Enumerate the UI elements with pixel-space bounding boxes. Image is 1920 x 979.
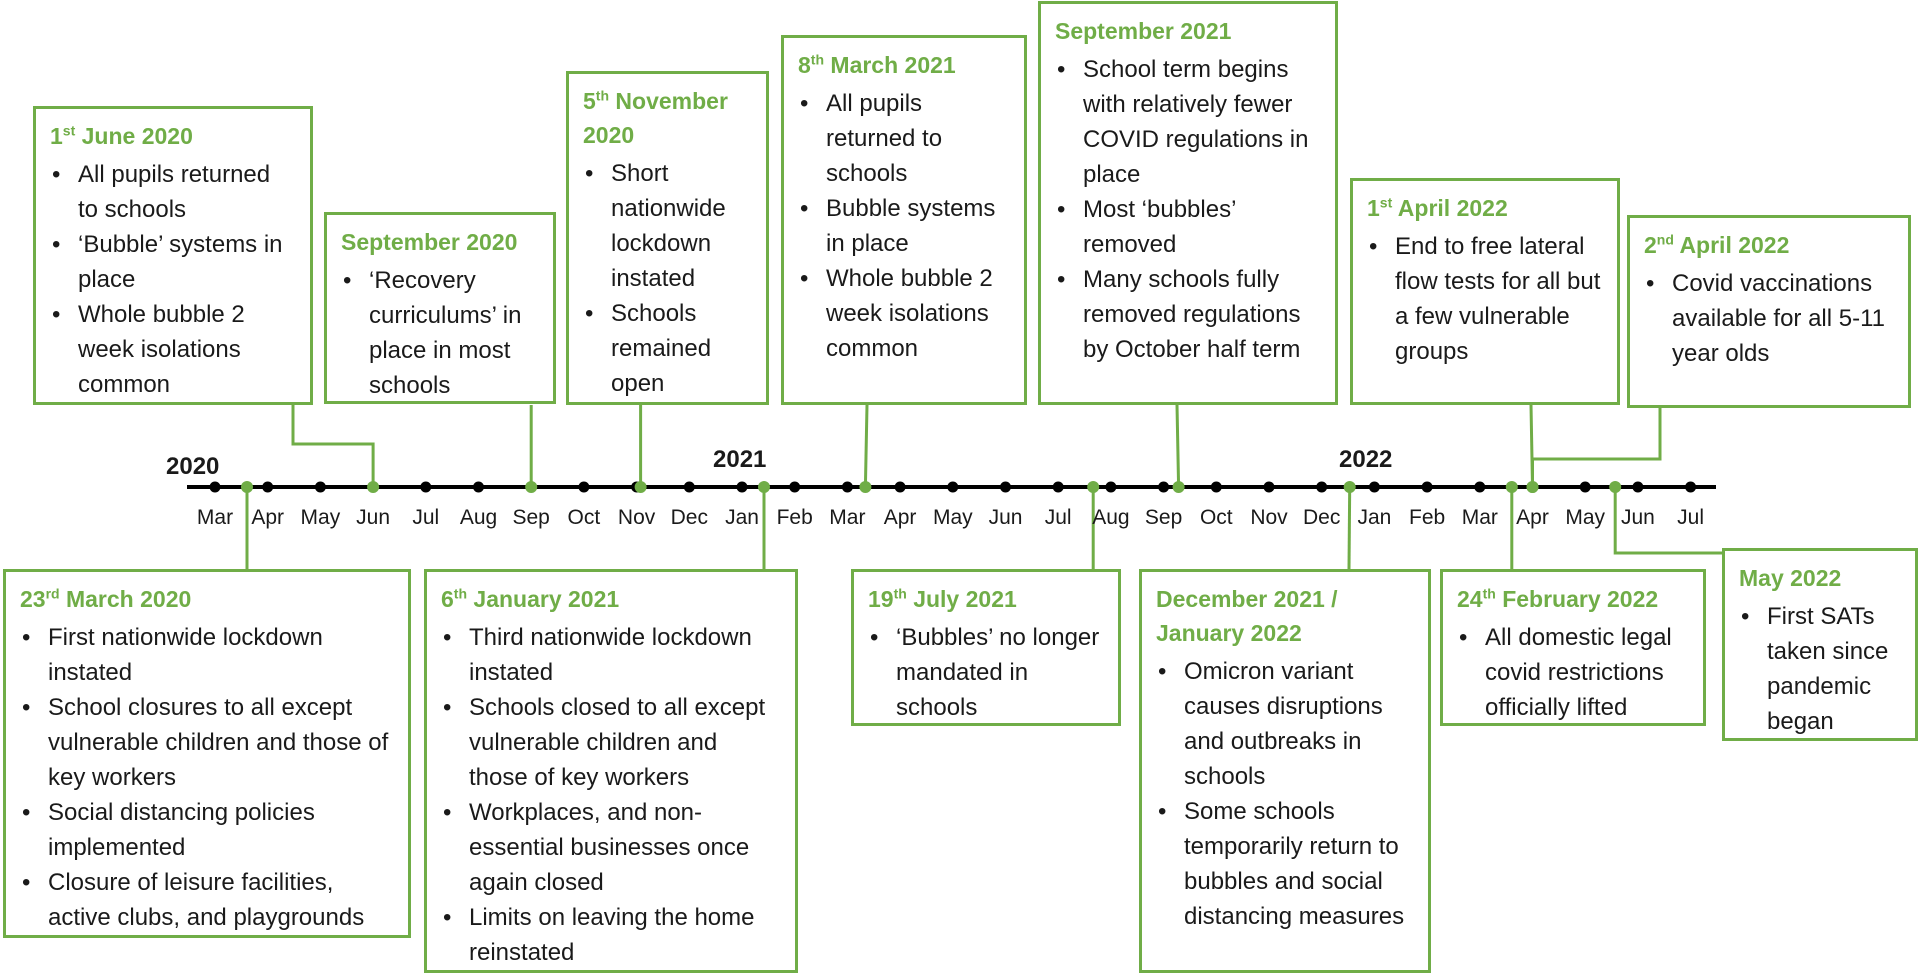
month-dot (1632, 482, 1643, 493)
month-dot (842, 482, 853, 493)
month-label: Apr (883, 506, 917, 529)
month-label: Mar (1461, 506, 1498, 529)
event-date: 24th February 2022 (1457, 585, 1659, 612)
month-label: May (300, 506, 341, 529)
event-date: September 2020 (341, 229, 518, 255)
month-label: Aug (1092, 506, 1130, 529)
month-label: Mar (829, 506, 866, 529)
month-dot (1474, 482, 1485, 493)
event-date: May 2022 (1739, 565, 1842, 591)
month-dot (789, 482, 800, 493)
month-label: Apr (1516, 506, 1549, 529)
event-box-december-2021-january-2022 (1139, 569, 1431, 973)
month-dot (262, 482, 273, 493)
event-dot (1609, 481, 1621, 493)
event-box-6-january-2021 (424, 569, 798, 973)
month-label: Oct (1199, 506, 1233, 529)
event-connector (293, 405, 373, 487)
event-box-5-november-2020 (566, 71, 769, 405)
event-box-1-june-2020 (33, 106, 313, 405)
event-box-24-february-2022 (1440, 569, 1706, 726)
event-connector (1177, 405, 1179, 487)
month-label: Jun (988, 506, 1023, 529)
event-box-1-april-2022 (1350, 178, 1620, 405)
month-label: Jan (725, 506, 759, 529)
event-connector (1349, 487, 1350, 569)
event-dot (1087, 481, 1099, 493)
month-dot (1316, 482, 1327, 493)
month-dot (1369, 482, 1380, 493)
event-bullet: • Whole bubble 2 week isolations common (78, 297, 296, 402)
event-date: September 2021 (1055, 18, 1232, 44)
event-date: 23rd March 2020 (20, 585, 192, 612)
month-dot (473, 482, 484, 493)
event-bullet: • Workplaces, and non-essential businesses once again closed (469, 795, 781, 900)
year-label-2021: 2021 (713, 446, 767, 473)
event-box-2-april-2022 (1627, 215, 1911, 408)
month-label: Apr (251, 506, 285, 529)
month-dot (420, 482, 431, 493)
event-bullet: • Bubble systems in place (826, 191, 1010, 261)
month-label: Nov (1250, 506, 1288, 529)
month-label: Jul (412, 506, 440, 529)
event-date: 1st April 2022 (1367, 194, 1508, 221)
event-dot (1344, 481, 1356, 493)
month-label: Dec (1303, 506, 1341, 529)
event-bullet: • First SATs taken since pandemic began (1767, 599, 1901, 739)
event-dot (758, 481, 770, 493)
event-dot (1173, 481, 1185, 493)
event-bullet: • Some schools temporarily return to bubbles and social distancing measures (1184, 794, 1414, 934)
event-bullet: • Social distancing policies implemented (48, 795, 394, 865)
month-label: Oct (567, 506, 601, 529)
event-bullet: • Covid vaccinations available for all 5-11 year olds (1672, 266, 1894, 371)
event-bullet: • End to free lateral flow tests for all but a few vulnerable groups (1395, 229, 1603, 369)
month-dot (1685, 482, 1696, 493)
event-bullet: • All domestic legal covid restrictions officially lifted (1485, 620, 1689, 725)
event-date: 19th July 2021 (868, 585, 1017, 612)
month-label: Jan (1357, 506, 1392, 529)
event-dot (367, 481, 379, 493)
month-label: Nov (617, 506, 656, 529)
event-date: 5th November 2020 (583, 87, 728, 148)
event-bullet: • ‘Bubbles’ no longer mandated in schools (896, 620, 1104, 725)
event-date: 6th January 2021 (441, 585, 620, 612)
event-bullet: • Schools closed to all except vulnerable children and those of key workers (469, 690, 781, 795)
month-dot (1580, 482, 1591, 493)
event-dot (1527, 481, 1539, 493)
event-dot (1506, 481, 1518, 493)
month-label: Sep (512, 506, 550, 529)
month-label: Feb (776, 506, 813, 529)
month-label: Mar (196, 506, 234, 529)
year-label-2022: 2022 (1339, 446, 1393, 473)
month-dot (684, 482, 695, 493)
month-dot (1000, 482, 1011, 493)
event-date: December 2021 / January 2022 (1156, 586, 1338, 646)
event-bullet: • Third nationwide lockdown instated (469, 620, 781, 690)
month-label: May (932, 506, 973, 529)
event-dot (635, 481, 647, 493)
month-dot (1053, 482, 1064, 493)
event-bullet: • First nationwide lockdown instated (48, 620, 394, 690)
month-dot (947, 482, 958, 493)
month-dot (315, 482, 326, 493)
event-bullet: • Most ‘bubbles’ removed (1083, 192, 1321, 262)
event-bullet: • Limits on leaving the home reinstated (469, 900, 781, 970)
month-label: Feb (1409, 506, 1446, 529)
month-dot (210, 482, 221, 493)
event-bullet: • All pupils returned to schools (78, 157, 296, 227)
month-label: Jun (1620, 506, 1655, 529)
month-dot (895, 482, 906, 493)
event-date: 8th March 2021 (798, 51, 956, 78)
event-box-19-july-2021 (851, 569, 1121, 726)
month-label: Dec (670, 506, 708, 529)
event-box-september-2020 (324, 212, 556, 404)
event-bullet: • All pupils returned to schools (826, 86, 1010, 191)
event-bullet: • ‘Recovery curriculums’ in place in most schools (369, 263, 539, 403)
event-bullet: • Schools remained open (611, 296, 752, 401)
month-dot (1158, 482, 1169, 493)
event-box-23-march-2020 (3, 569, 411, 938)
event-connector (1533, 408, 1661, 487)
month-dot (1422, 482, 1433, 493)
event-box-september-2021 (1038, 1, 1338, 405)
event-date: 1st June 2020 (50, 122, 193, 149)
month-label: Jul (1044, 506, 1072, 529)
event-bullet: • School closures to all except vulnerable children and those of key workers (48, 690, 394, 795)
event-bullet: • Closure of leisure facilities, active clubs, and playgrounds (48, 865, 394, 935)
month-dot (1105, 482, 1116, 493)
month-label: Sep (1144, 506, 1183, 529)
month-label: Jun (356, 506, 391, 529)
month-dot (737, 482, 748, 493)
month-label: May (1565, 506, 1606, 529)
event-dot (525, 481, 537, 493)
event-bullet: • Many schools fully removed regulations by October half term (1083, 262, 1321, 367)
event-bullet: • Whole bubble 2 week isolations common (826, 261, 1010, 366)
month-dot (1264, 482, 1275, 493)
event-bullet: • ‘Bubble’ systems in place (78, 227, 296, 297)
event-bullet: • Short nationwide lockdown instated (611, 156, 752, 296)
event-box-8-march-2021 (781, 35, 1027, 405)
month-dot (578, 482, 589, 493)
event-bullet: • Omicron variant causes disruptions and outbreaks in schools (1184, 654, 1414, 794)
year-label-2020: 2020 (166, 453, 220, 480)
month-dot (1211, 482, 1222, 493)
event-dot (241, 481, 253, 493)
event-bullet: • School term begins with relatively fewer COVID regulations in place (1083, 52, 1321, 192)
event-date: 2nd April 2022 (1644, 231, 1790, 258)
month-label: Aug (459, 506, 498, 529)
month-label: Jul (1677, 506, 1705, 529)
event-box-may-2022 (1722, 548, 1918, 741)
event-dot (859, 481, 871, 493)
event-connector (865, 405, 867, 487)
